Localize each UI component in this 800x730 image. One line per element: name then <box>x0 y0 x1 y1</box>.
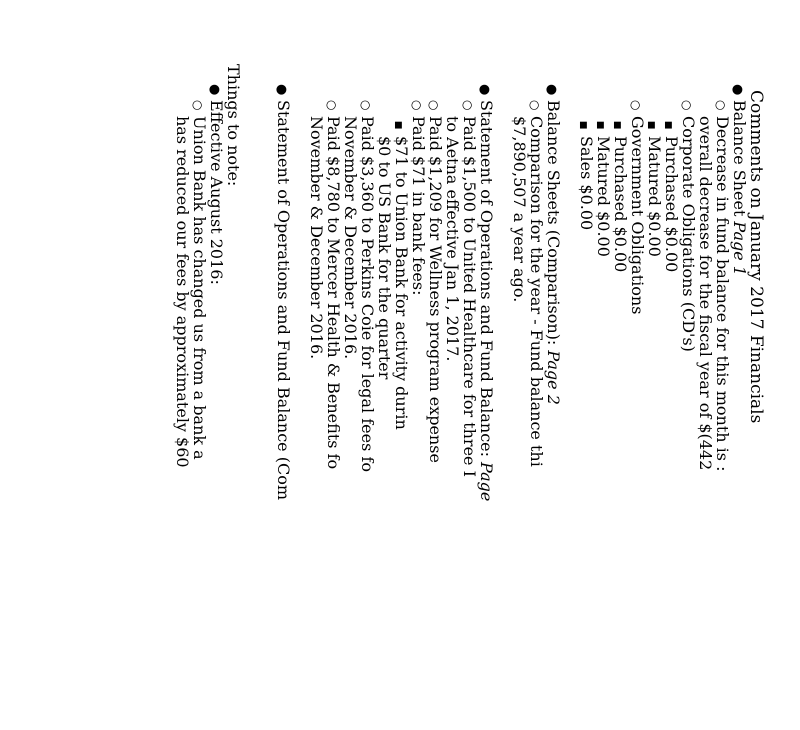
notes-heading: Things to note: <box>224 64 243 187</box>
list-item: ○ Government Obligations <box>628 100 647 315</box>
list-item: November & December 2016. <box>307 116 326 360</box>
square-bullet-icon: ■ <box>612 120 622 130</box>
list-item: ○ Paid $1,500 to United Healthcare for three I <box>460 100 479 477</box>
list-item: ■ Matured $0.00 <box>591 120 612 257</box>
circle-bullet-icon: ○ <box>325 100 339 111</box>
bullet-icon: ● <box>544 84 559 96</box>
list-item: ○ Decrease in fund balance for this month is : <box>713 100 732 472</box>
list-item: $0 to US Bank for the quarter <box>375 136 394 380</box>
square-bullet-icon: ■ <box>646 120 656 130</box>
list-item: ○ Comparison for the year - Fund balance thi <box>527 100 546 467</box>
bullet-icon: ● <box>207 84 222 96</box>
square-bullet-icon: ■ <box>663 120 673 130</box>
square-bullet-icon: ■ <box>595 120 605 130</box>
list-item: has reduced our fees by approximately $60 <box>173 116 192 468</box>
circle-bullet-icon: ○ <box>359 100 373 111</box>
square-bullet-icon: ■ <box>393 120 403 130</box>
operations-heading: ● Statement of Operations and Fund Balance: Page <box>477 84 496 502</box>
page-ref: Page 1 <box>730 221 749 276</box>
list-item: ■ Purchased $0.00 <box>659 120 680 272</box>
circle-bullet-icon: ○ <box>629 100 643 111</box>
list-item: $7,890,507 a year ago. <box>510 116 529 303</box>
circle-bullet-icon: ○ <box>680 100 694 111</box>
list-item: ■ Sales $0.00 <box>574 120 595 230</box>
operations-comparison-heading: ● Statement of Operations and Fund Balance (Com <box>274 84 293 500</box>
list-item: ■ $71 to Union Bank for activity durin <box>389 120 410 430</box>
balance-comparison-heading: ● Balance Sheets (Comparison): Page 2 <box>544 84 563 405</box>
circle-bullet-icon: ○ <box>461 100 475 111</box>
list-item: ● Effective August 2016: <box>207 84 226 285</box>
list-item: ■ Purchased $0.00 <box>608 120 629 272</box>
list-item: ○ Paid $8,780 to Mercer Health & Benefits fo <box>324 100 343 470</box>
bullet-icon: ● <box>477 84 492 96</box>
bullet-icon: ● <box>274 84 289 96</box>
list-item: ○ Paid $3,360 to Perkins Coie for legal fees fo <box>358 100 377 472</box>
list-item: ○ Paid $1,209 for Wellness program expense <box>426 100 445 463</box>
balance-sheet-heading: ● Balance Sheet Page 1 <box>730 84 749 276</box>
list-item: ■ Matured $0.00 <box>642 120 663 257</box>
page-ref: Page 2 <box>544 350 563 405</box>
circle-bullet-icon: ○ <box>427 100 441 111</box>
circle-bullet-icon: ○ <box>714 100 728 111</box>
circle-bullet-icon: ○ <box>191 100 205 111</box>
list-item: ○ Paid $71 in bank fees: <box>409 100 428 296</box>
circle-bullet-icon: ○ <box>410 100 424 111</box>
bullet-icon: ● <box>730 84 745 96</box>
list-item: November & December 2016. <box>341 116 360 360</box>
page-ref: Page <box>477 462 496 502</box>
square-bullet-icon: ■ <box>578 120 588 130</box>
list-item: ○ Union Bank has changed us from a bank a <box>190 100 209 460</box>
circle-bullet-icon: ○ <box>528 100 542 111</box>
list-item: to Aetna effective Jan 1, 2017. <box>443 116 462 362</box>
document-title: Comments on January 2017 Financials <box>746 90 766 424</box>
list-item: overall decrease for the fiscal year of $(442 <box>696 116 715 471</box>
list-item: ○ Corporate Obligations (CD's) <box>679 100 698 352</box>
